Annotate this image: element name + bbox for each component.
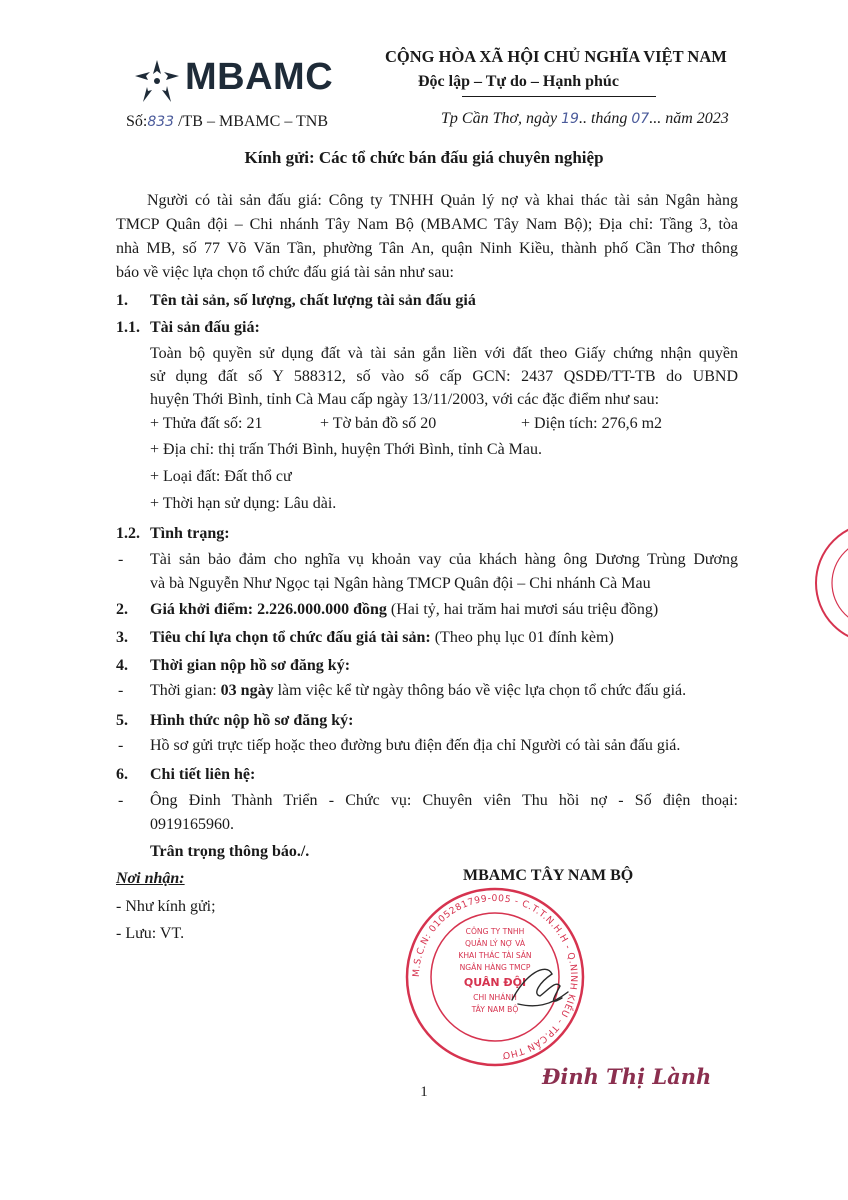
section-1-1-number: 1.1. [116, 319, 140, 336]
land-area: + Diện tích: 276,6 m2 [521, 415, 663, 432]
date-prefix: Tp Cần Thơ, ngày [441, 110, 558, 127]
section-6-title: Chi tiết liên hệ: [150, 766, 256, 783]
asset-line-3: huyện Thới Bình, tỉnh Cà Mau cấp ngày 13/11/2003, với các đặc điểm như sau: [150, 391, 660, 408]
contact-dash: - [118, 792, 124, 809]
ref-number: 833 [147, 114, 175, 130]
recipients-title: Nơi nhận: [116, 870, 185, 887]
ref-suffix: /TB – MBAMC – TNB [178, 113, 329, 130]
section-6-number: 6. [116, 766, 128, 783]
section-4-title: Thời gian nộp hồ sơ đăng ký: [150, 657, 351, 674]
national-motto: Độc lập – Tự do – Hạnh phúc [418, 73, 619, 90]
deadline-pre: Thời gian: [150, 682, 221, 699]
seal-line-4: NGÂN HÀNG TMCP [459, 963, 531, 972]
seal-line-5: QUÂN ĐỘI [463, 976, 527, 989]
closing-regards: Trân trọng thông báo./. [150, 843, 310, 860]
recipient-1: - Như kính gửi; [116, 898, 216, 915]
date-year: ... năm 2023 [649, 110, 729, 127]
asset-line-2: sử dụng đất số Y 588312, số vào sổ cấp GCN: 2437 QSDĐ/TT-TB do UBND [150, 368, 738, 385]
usage-term: + Thời hạn sử dụng: Lâu dài. [150, 495, 337, 512]
section-1-2-title: Tình trạng: [150, 525, 230, 542]
contact-line-1: Ông Đinh Thành Triển - Chức vụ: Chuyên viên Thu hồi nợ - Số điện thoại: [150, 792, 738, 809]
selection-criteria-title: Tiêu chí lựa chọn tổ chức đấu giá tài sản: [150, 629, 431, 646]
selection-criteria [150, 626, 614, 650]
deadline-dash: - [118, 682, 124, 699]
contact-phone: 0919165960. [150, 816, 234, 833]
national-title: CỘNG HÒA XÃ HỘI CHỦ NGHĨA VIỆT NAM [385, 47, 727, 66]
intro-line-4: báo về việc lựa chọn tổ chức đấu giá tài sản như sau: [116, 264, 454, 281]
intro-line-3: nhà MB, số 77 Võ Văn Tần, phường Tân An, quận Ninh Kiều, thành phố Cần Thơ thông [116, 240, 738, 257]
date-month: 07 [631, 111, 650, 127]
salutation: Kính gửi: Các tổ chức bán đấu giá chuyên nghiệp [244, 148, 604, 167]
land-type: + Loại đất: Đất thổ cư [150, 468, 292, 485]
recipient-2: - Lưu: VT. [116, 925, 185, 942]
logo-wordmark: MBAMC [185, 56, 334, 98]
page-number: 1 [420, 1084, 428, 1100]
section-1-2-number: 1.2. [116, 525, 140, 542]
section-3-number: 3. [116, 629, 128, 646]
section-2-number: 2. [116, 601, 128, 618]
seal-ring-text: M.S.C.N: 0105281799-005 - C.T.T.N.H.H - Q.NINH KIỀU - TP.CẦN THƠ [410, 892, 580, 1061]
section-1-number: 1. [116, 292, 128, 309]
intro-line-1: Người có tài sản đấu giá: Công ty TNHH Quản lý nợ và khai thác tài sản Ngân hàng [147, 192, 738, 209]
starting-price-amount: Giá khởi điểm: 2.226.000.000 đồng [150, 601, 387, 618]
date-day: 19 [561, 111, 579, 127]
signer-name: Đinh Thị Lành [542, 1064, 712, 1089]
mbamc-logo [133, 54, 348, 104]
seal-line-7: TÂY NAM BỘ [471, 1005, 519, 1014]
status-dash: - [118, 551, 124, 568]
asset-line-1: Toàn bộ quyền sử dụng đất và tài sản gắn liền với đất theo Giấy chứng nhận quyền [150, 345, 738, 362]
starting-price [150, 598, 658, 622]
dateline [441, 110, 729, 128]
submission-text: Hồ sơ gửi trực tiếp hoặc theo đường bưu điện đến địa chỉ Người có tài sản đấu giá. [150, 737, 681, 754]
map-sheet: + Tờ bản đồ số 20 [320, 415, 437, 432]
side-seal-fragment [808, 518, 848, 648]
seal-line-1: CÔNG TY TNHH [465, 927, 525, 936]
section-1-1-title: Tài sản đấu giá: [150, 319, 260, 336]
side-seal-inner-ring [832, 539, 848, 627]
asset-address: + Địa chỉ: thị trấn Thới Bình, huyện Thới Bình, tỉnh Cà Mau. [150, 441, 542, 458]
motto-underline [462, 96, 656, 97]
parcel-number: + Thửa đất số: 21 [150, 415, 263, 432]
ref-prefix: Số: [126, 113, 148, 130]
intro-line-2: TMCP Quân đội – Chi nhánh Tây Nam Bộ (MBAMC Tây Nam Bộ); Địa chỉ: Tầng 3, tòa [116, 216, 738, 233]
selection-criteria-note: (Theo phụ lục 01 đính kèm) [430, 629, 614, 646]
status-line-1: Tài sản bảo đảm cho nghĩa vụ khoản vay của khách hàng ông Dương Trùng Dương [150, 551, 738, 568]
seal-line-3: KHAI THÁC TÀI SẢN [458, 951, 532, 960]
section-1-title: Tên tài sản, số lượng, chất lượng tài sản đấu giá [150, 292, 476, 309]
logo-star-icon [133, 58, 181, 104]
deadline-post: làm việc kể từ ngày thông báo về việc lựa chọn tổ chức đấu giá. [273, 682, 687, 699]
document-reference [126, 113, 328, 131]
section-5-number: 5. [116, 712, 128, 729]
section-5-title: Hình thức nộp hồ sơ đăng ký: [150, 712, 354, 729]
date-month-label: .. tháng [578, 110, 628, 127]
company-seal [400, 882, 590, 1072]
section-4-number: 4. [116, 657, 128, 674]
submission-dash: - [118, 737, 124, 754]
deadline-text [150, 679, 686, 703]
seal-line-6: CHI NHÁNH [473, 993, 517, 1002]
starting-price-words: (Hai tỷ, hai trăm hai mươi sáu triệu đồng) [386, 601, 659, 618]
deadline-days: 03 ngày [220, 682, 274, 699]
signer-organization: MBAMC TÂY NAM BỘ [463, 867, 634, 884]
status-line-2: và bà Nguyễn Như Ngọc tại Ngân hàng TMCP Quân đội – Chi nhánh Cà Mau [150, 575, 651, 592]
seal-line-2: QUẢN LÝ NỢ VÀ [464, 939, 526, 948]
